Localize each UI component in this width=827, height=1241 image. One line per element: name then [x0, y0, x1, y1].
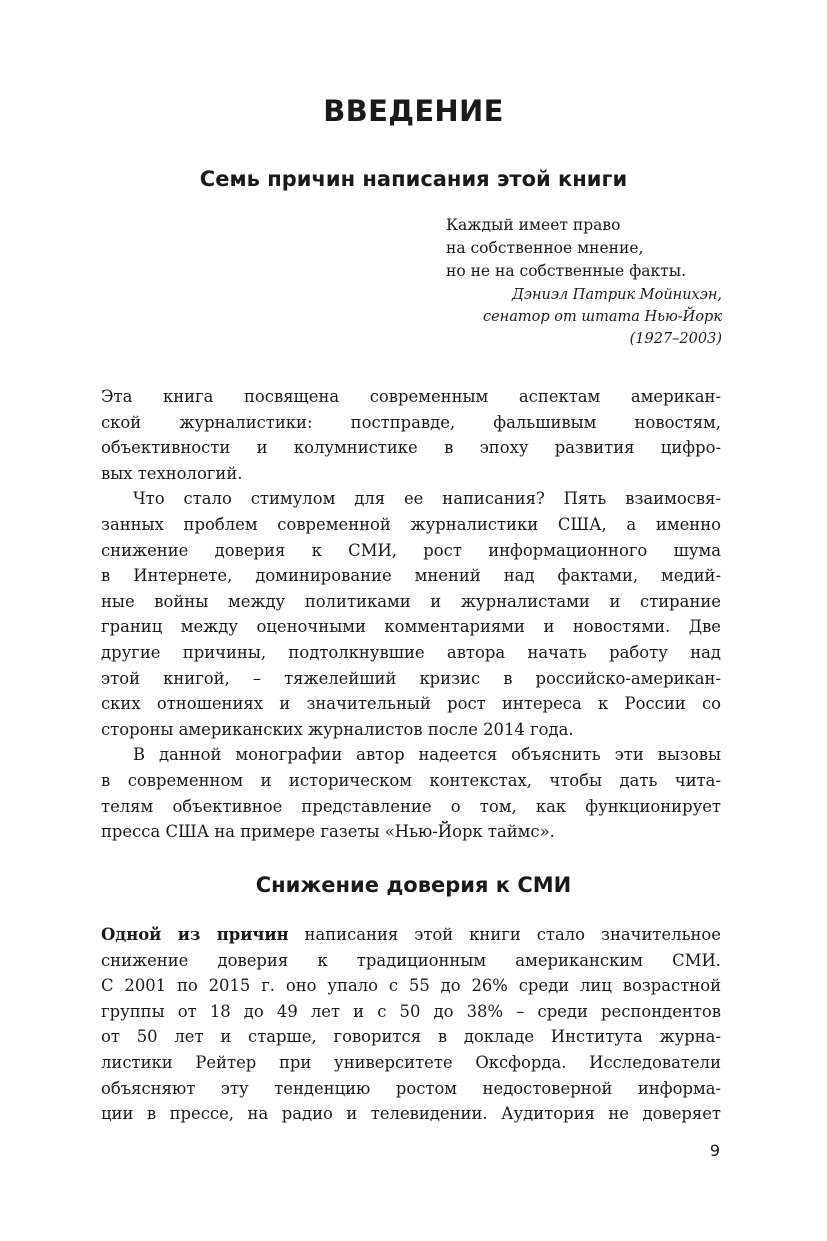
epigraph-attribution: [420, 284, 722, 350]
text-line: С 2001 по 2015 г. оно упало с 55 до 26% среди лиц возрастной: [101, 976, 721, 996]
text-line: в современном и историческом контекстах, чтобы дать чита-: [101, 770, 721, 790]
text-line: ции в прессе, на радио и телевидении. Аудитория не доверяет: [101, 1104, 721, 1124]
text-line: снижение доверия к СМИ, рост информационного шума: [101, 540, 721, 560]
text-line: Эта книга посвящена современным аспектам американ-: [101, 387, 721, 406]
attribution-line: Дэниэл Патрик Мойнихэн,: [512, 287, 722, 303]
text-line: листики Рейтер при университете Оксфорда. Исследователи: [101, 1052, 721, 1072]
page-number: 9: [709, 1141, 720, 1160]
text-line: этой книгой, – тяжелейший кризис в российско-американ-: [101, 668, 721, 688]
text-line: занных проблем современной журналистики США, а именно: [101, 514, 721, 534]
text-line: ные войны между политиками и журналистами и стирание: [101, 591, 721, 611]
text-line: Что стало стимулом для ее написания? Пять взаимосвя-: [133, 489, 721, 509]
text-line: телям объективное представление о том, как функционирует: [101, 796, 721, 816]
text-line: группы от 18 до 49 лет и с 50 до 38% – среди респондентов: [101, 1001, 721, 1021]
epigraph-line: Каждый имеет право: [446, 216, 621, 234]
section-heading-seven-reasons: Семь причин написания этой книги: [199, 167, 628, 191]
section2-body: [101, 922, 721, 1127]
text-line: вых технологий.: [101, 463, 243, 483]
text-line: снижение доверия к традиционным американским СМИ.: [101, 950, 721, 970]
attribution-line: сенатор от штата Нью-Йорк: [482, 309, 722, 325]
text-line: объясняют эту тенденцию ростом недостоверной информа-: [101, 1078, 721, 1098]
text-line: от 50 лет и старше, говорится в докладе Института журна-: [101, 1027, 721, 1047]
epigraph-line: но не на собственные факты.: [446, 262, 687, 280]
attribution-line: (1927–2003): [629, 331, 722, 347]
section1-body: [101, 384, 721, 845]
text-line: пресса США на примере газеты «Нью-Йорк таймс».: [101, 822, 555, 842]
epigraph-line: на собственное мнение,: [446, 239, 644, 257]
text-line: В данной монографии автор надеется объяснить эти вызовы: [133, 745, 721, 765]
text-line: ских отношениях и значительный рост интереса к России со: [101, 694, 721, 714]
text-line: в Интернете, доминирование мнений над фактами, медий-: [101, 566, 721, 586]
lead-phrase: Одной из причин: [101, 925, 289, 944]
text-line-with-lead: [101, 922, 721, 948]
chapter-title: ВВЕДЕНИЕ: [323, 94, 504, 128]
section-heading-trust-decline: Снижение доверия к СМИ: [255, 873, 572, 897]
text-line: ской журналистики: постправде, фальшивым новостям,: [101, 412, 721, 432]
text-line: другие причины, подтолкнувшие автора начать работу над: [101, 642, 721, 662]
text-line: стороны американских журналистов после 2014 года.: [101, 719, 574, 739]
text-line-rest: написания этой книги стало значительное: [304, 925, 721, 944]
text-line: объективности и колумнистике в эпоху развития цифро-: [101, 438, 721, 458]
epigraph-quote: [446, 214, 722, 283]
text-line: границ между оценочными комментариями и новостями. Две: [101, 617, 721, 637]
